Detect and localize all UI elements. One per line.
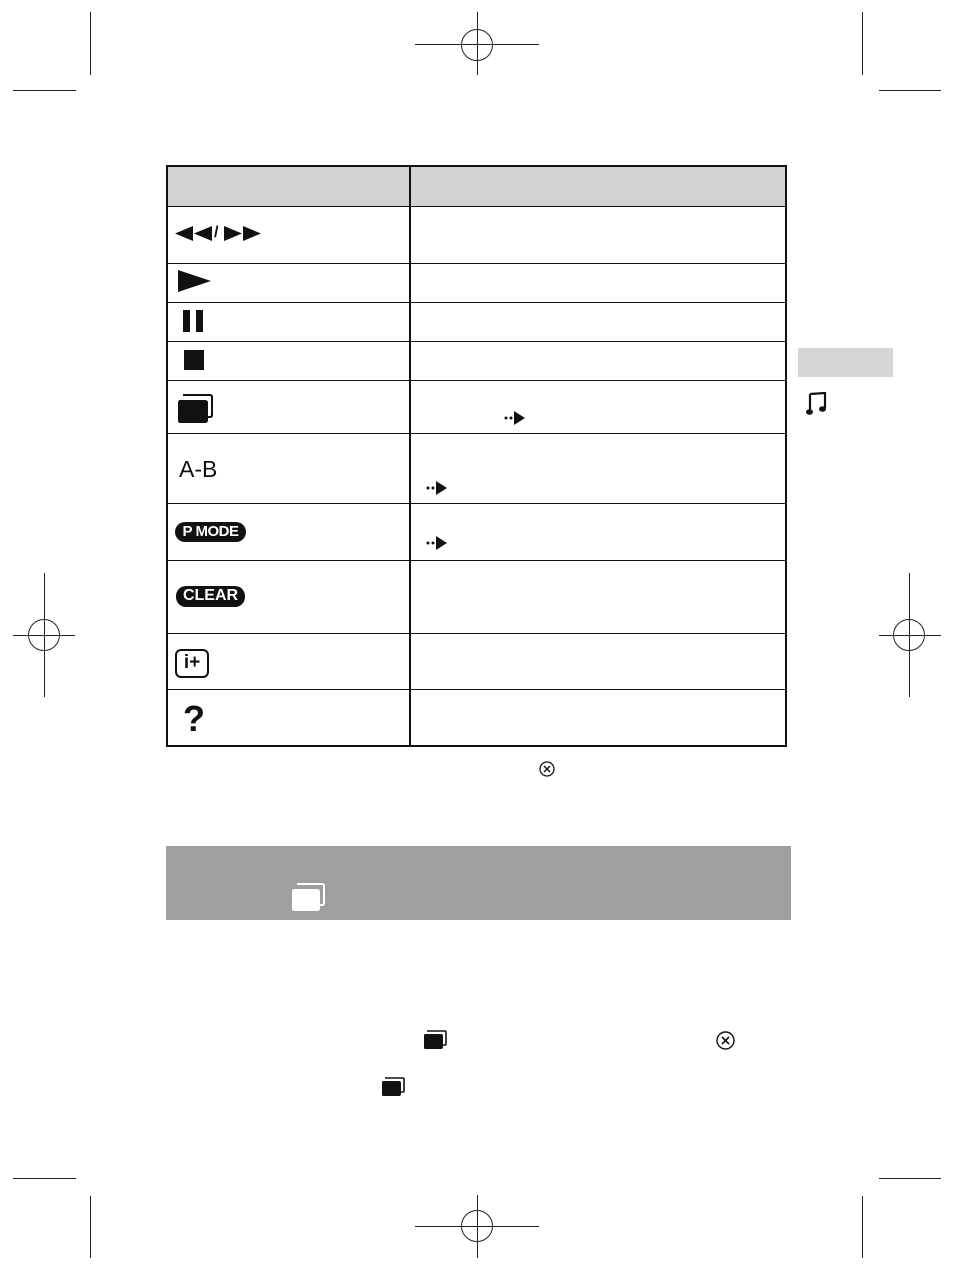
help-icon: ? bbox=[183, 698, 205, 739]
reference-arrow-icon bbox=[426, 481, 450, 495]
table-header bbox=[168, 167, 785, 207]
cross-button-icon bbox=[716, 1031, 735, 1050]
repeat-window-icon bbox=[177, 394, 213, 424]
reference-arrow-icon bbox=[504, 411, 528, 425]
repeat-window-icon bbox=[291, 883, 325, 912]
section-banner bbox=[166, 846, 791, 920]
stop-icon bbox=[184, 350, 204, 370]
cross-button-icon bbox=[539, 761, 555, 777]
p-mode-icon bbox=[175, 522, 246, 542]
repeat-window-icon bbox=[423, 1030, 447, 1050]
pause-icon bbox=[183, 310, 205, 332]
info-plus-label: i+ bbox=[183, 652, 201, 673]
play-icon bbox=[178, 270, 212, 292]
music-note-icon bbox=[806, 392, 828, 416]
table-row bbox=[175, 224, 265, 244]
rewind-icon bbox=[175, 226, 213, 241]
section-tab bbox=[798, 348, 893, 377]
clear-label: CLEAR bbox=[182, 587, 239, 604]
p-mode-label: P MODE bbox=[182, 523, 239, 540]
repeat-window-icon bbox=[381, 1077, 405, 1097]
control-table bbox=[166, 165, 787, 747]
info-plus-icon bbox=[175, 649, 209, 678]
reference-arrow-icon bbox=[426, 536, 450, 550]
clear-icon bbox=[176, 586, 245, 607]
fast-forward-icon bbox=[224, 226, 262, 241]
separator: / bbox=[214, 224, 219, 241]
a-b-repeat-icon: A-B bbox=[179, 456, 218, 482]
